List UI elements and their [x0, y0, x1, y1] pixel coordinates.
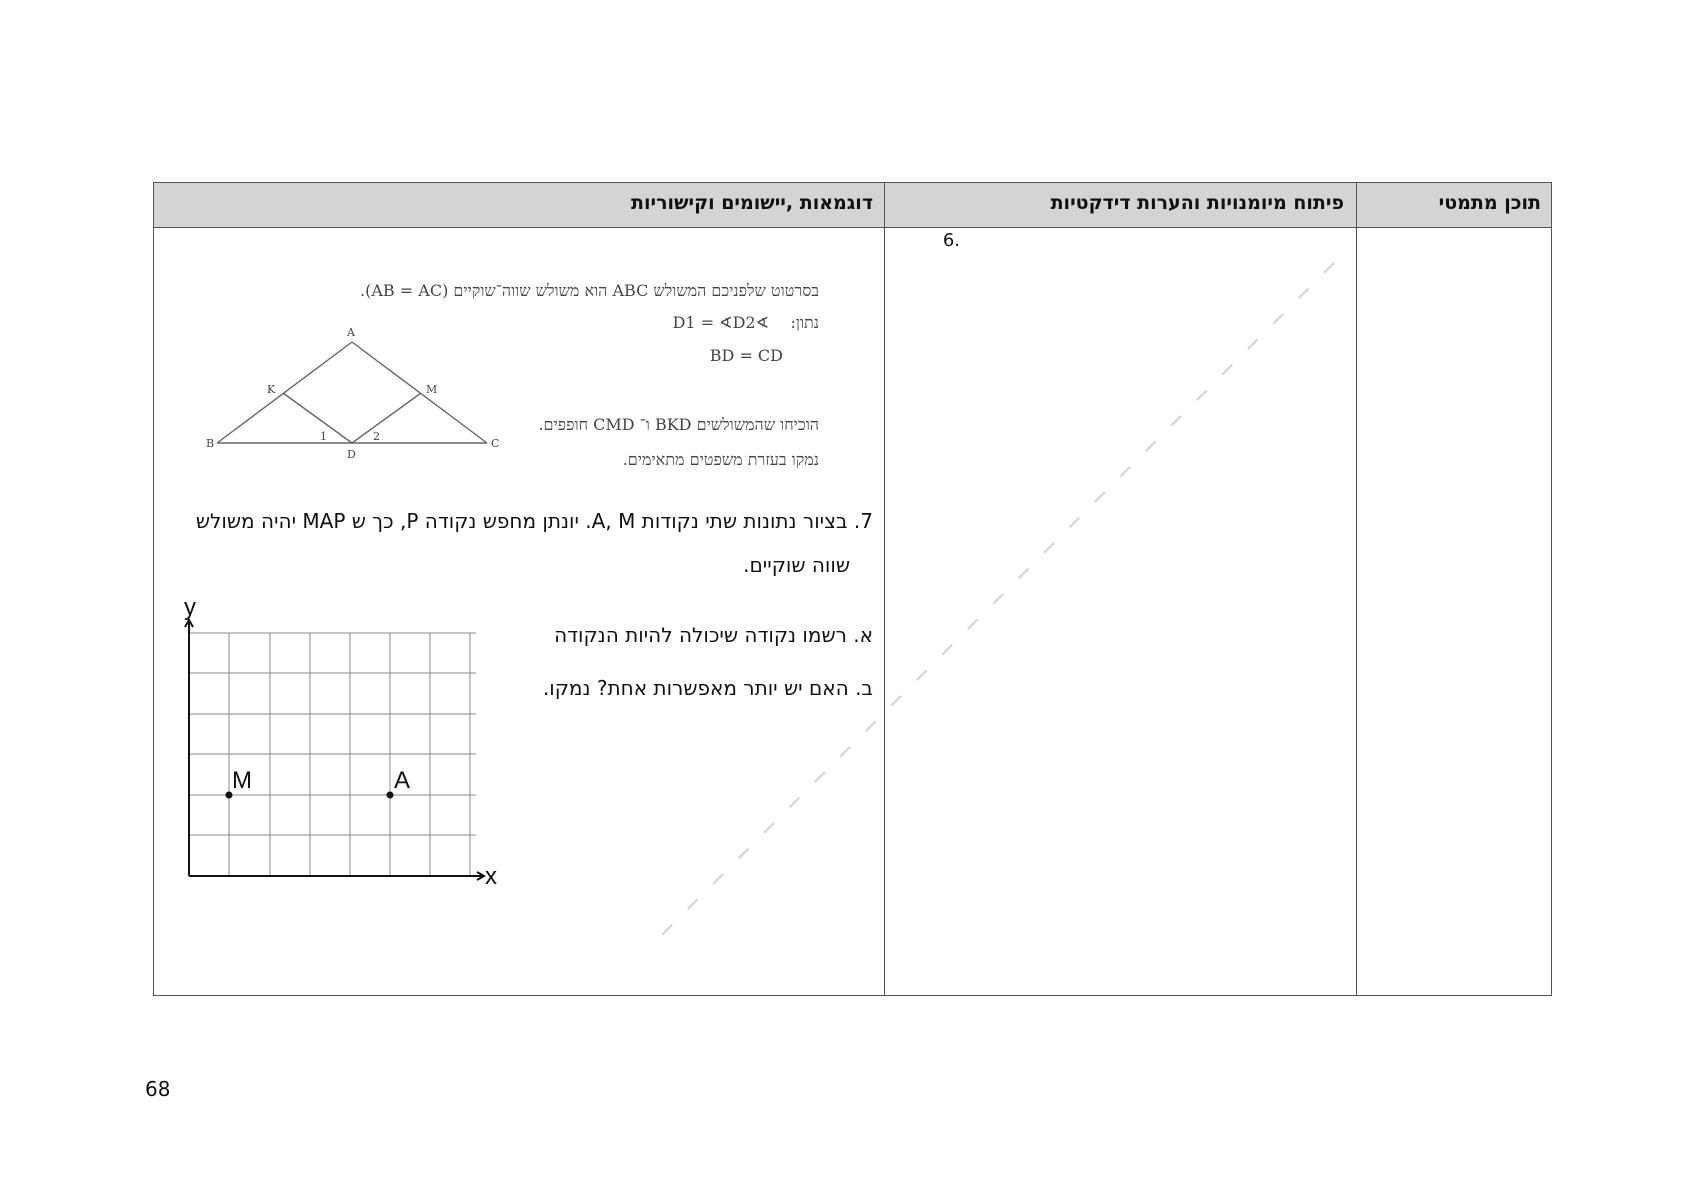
example-7-line-2: שווה שוקיים.	[743, 553, 850, 577]
segment-md	[352, 393, 421, 443]
example-6-prove: הוכיחו שהמשולשים BKD ו־ CMD חופפים.	[538, 415, 819, 434]
label-m: M	[426, 383, 438, 396]
label-a: A	[347, 326, 355, 339]
label-k: K	[267, 383, 276, 396]
header-skills-didactic: פיתוח מיומנויות והערות דידקטיות	[1050, 192, 1344, 214]
header-math-content: תוכן מתמטי	[1438, 192, 1541, 214]
curriculum-table	[153, 182, 1552, 996]
label-d: D	[347, 448, 356, 461]
example-6-given-label: נתון:	[790, 313, 819, 332]
label-angle-1: 1	[320, 430, 327, 443]
point-a-dot	[387, 792, 394, 799]
point-a-label: A	[394, 767, 411, 794]
example-7-part-a: א. רשמו נקודה שיכולה להיות הנקודה	[554, 623, 873, 647]
example-6-reason: נמקו בעזרת משפטים מתאימים.	[622, 450, 819, 469]
column-divider	[1356, 183, 1357, 995]
header-examples: דוגמאות ,יישומים וקישוריות	[631, 192, 873, 214]
example-7-part-b: ב. האם יש יותר מאפשרות אחת? נמקו.	[542, 676, 873, 700]
y-axis-label: y	[184, 594, 196, 621]
label-c: C	[491, 437, 500, 450]
example-6-statement: בסרטוט שלפניכם המשולש ABC הוא משולש שווה־שוקיים (AB = AC).	[360, 281, 819, 300]
coordinate-grid	[174, 594, 497, 893]
label-b: B	[206, 437, 215, 450]
segment-kd	[283, 393, 352, 443]
example-6-number: .6	[942, 230, 960, 251]
x-axis-label: x	[485, 863, 497, 890]
point-m-label: M	[232, 767, 252, 794]
example-7-line-1: 7. בציור נתונות שתי נקודות A, M. יונתן מחפש נקודה P, כך ש MAP יהיה משולש	[195, 509, 873, 533]
example-6-given-angles: ∢D1 = ∢D2	[672, 313, 769, 332]
label-angle-2: 2	[373, 430, 380, 443]
triangle-figure	[199, 323, 500, 461]
page-number: 68	[145, 1077, 171, 1101]
example-6-given-sides: BD = CD	[709, 346, 783, 365]
